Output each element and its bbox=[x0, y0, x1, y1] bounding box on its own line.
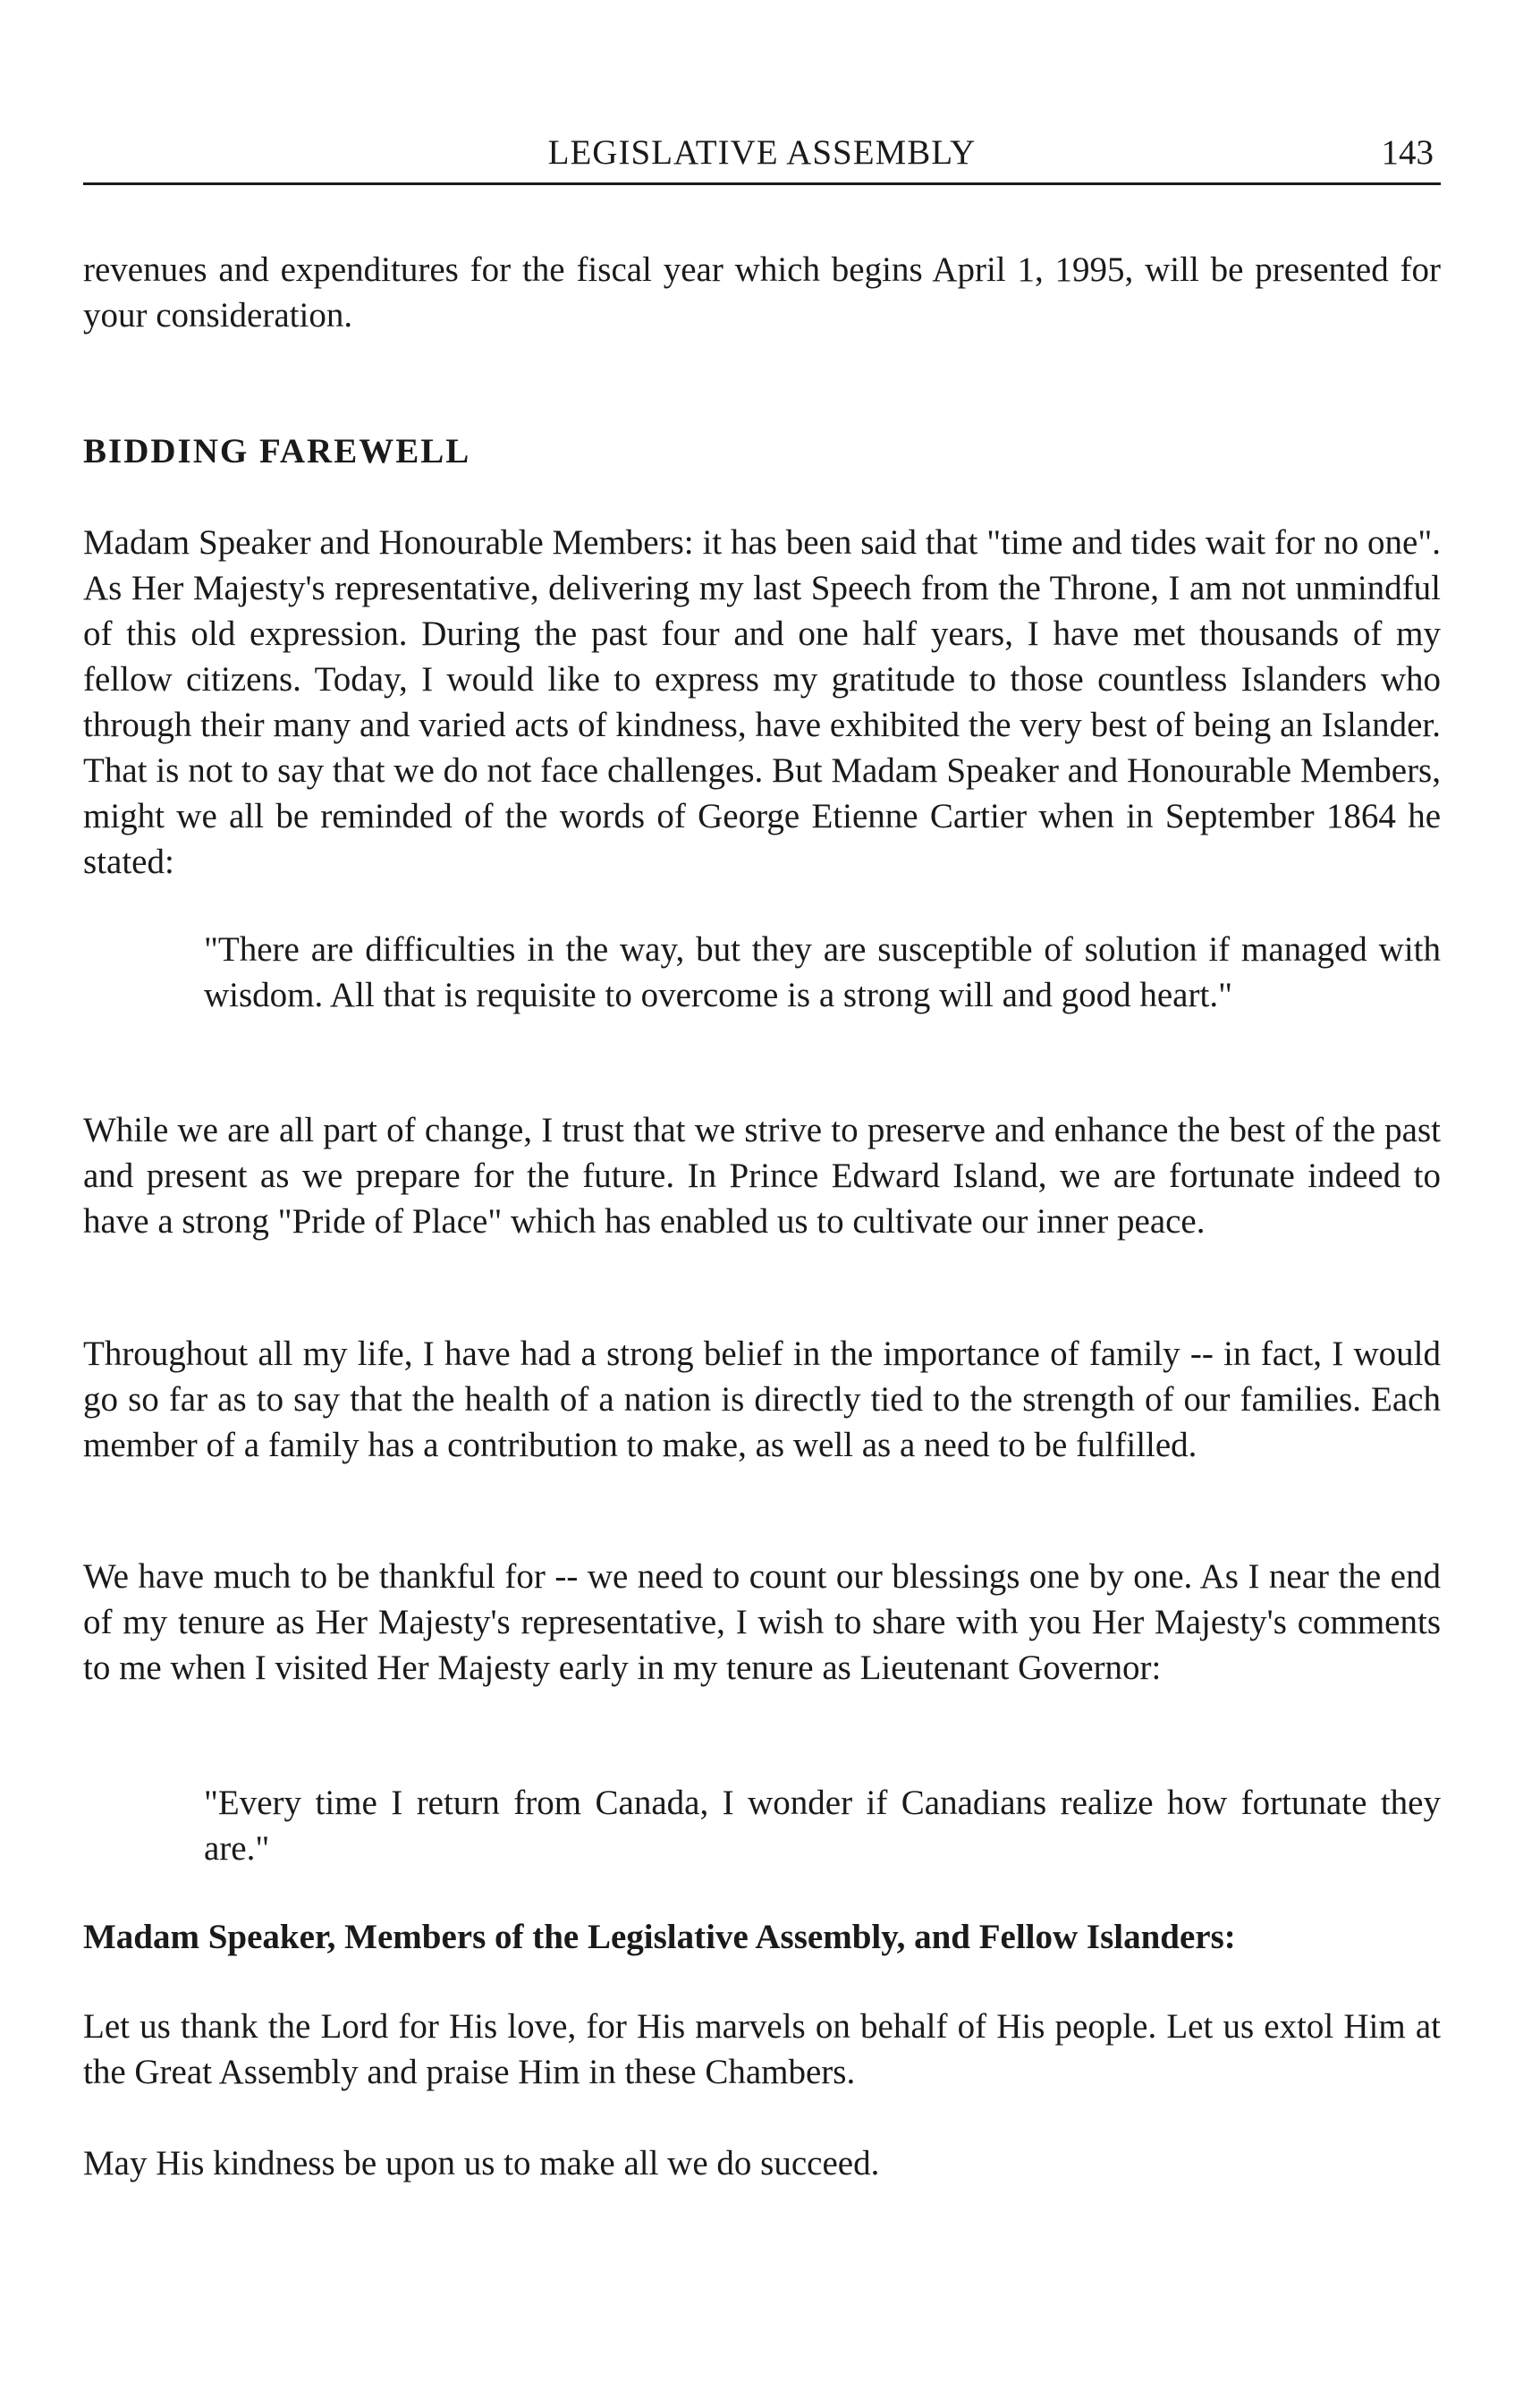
address-line: Madam Speaker, Members of the Legislative Assembly, and Fellow Islanders: bbox=[83, 1918, 1236, 1956]
paragraph-family: Throughout all my life, I have had a strong belief in the importance of family -- in fact, I would go so far as to say that the health of a nation is directly tied to the strength of our families. Each member of a family has a contribution to make, as well as a need to be fulfilled. bbox=[83, 1335, 1441, 1464]
quote-cartier: "There are difficulties in the way, but they are susceptible of solution if managed with wisdom. All that is requisite to overcome is a strong will and good heart." bbox=[204, 930, 1441, 1014]
page-number: 143 bbox=[1381, 133, 1434, 172]
section-heading: BIDDING FAREWELL bbox=[83, 432, 471, 470]
intro-paragraph: revenues and expenditures for the fiscal year which begins April 1, 1995, will be presented for your consideration. bbox=[83, 250, 1441, 335]
paragraph-closing: May His kindness be upon us to make all we do succeed. bbox=[83, 2144, 880, 2182]
running-title: LEGISLATIVE ASSEMBLY bbox=[547, 133, 977, 172]
paragraph-change: While we are all part of change, I trust that we strive to preserve and enhance the best of the past and present as we prepare for the future. In Prince Edward Island, we are fortunate indeed to have a strong "Pride of Place" which has enabled us to cultivate our inner peace. bbox=[83, 1111, 1441, 1241]
paragraph-bidding-farewell: Madam Speaker and Honourable Members: it has been said that "time and tides wait for no one". As Her Majesty's representative, delivering my last Speech from the Throne, I am not unmindful of this old expression. During the past four and one half years, I have met thousands of my fellow citizens. Today, I would like to express my gratitude to those countless Islanders who through their many and varied acts of kindness, have exhibited the very best of being an Islander. That is not to say that we do not face challenges. But Madam Speaker and Honourable Members, might we all be reminded of the words of George Etienne Cartier when in September 1864 he stated: bbox=[83, 523, 1441, 881]
quote-her-majesty: "Every time I return from Canada, I wonder if Canadians realize how fortunate they are." bbox=[204, 1784, 1441, 1868]
paragraph-blessings: We have much to be thankful for -- we need to count our blessings one by one. As I near the end of my tenure as Her Majesty's representative, I wish to share with you Her Majesty's comments to me when I visited Her Majesty early in my tenure as Lieutenant Governor: bbox=[83, 1557, 1441, 1687]
paragraph-thanks: Let us thank the Lord for His love, for His marvels on behalf of His people. Let us extol Him at the Great Assembly and praise Him in these Chambers. bbox=[83, 2007, 1441, 2091]
running-header bbox=[83, 125, 1441, 185]
